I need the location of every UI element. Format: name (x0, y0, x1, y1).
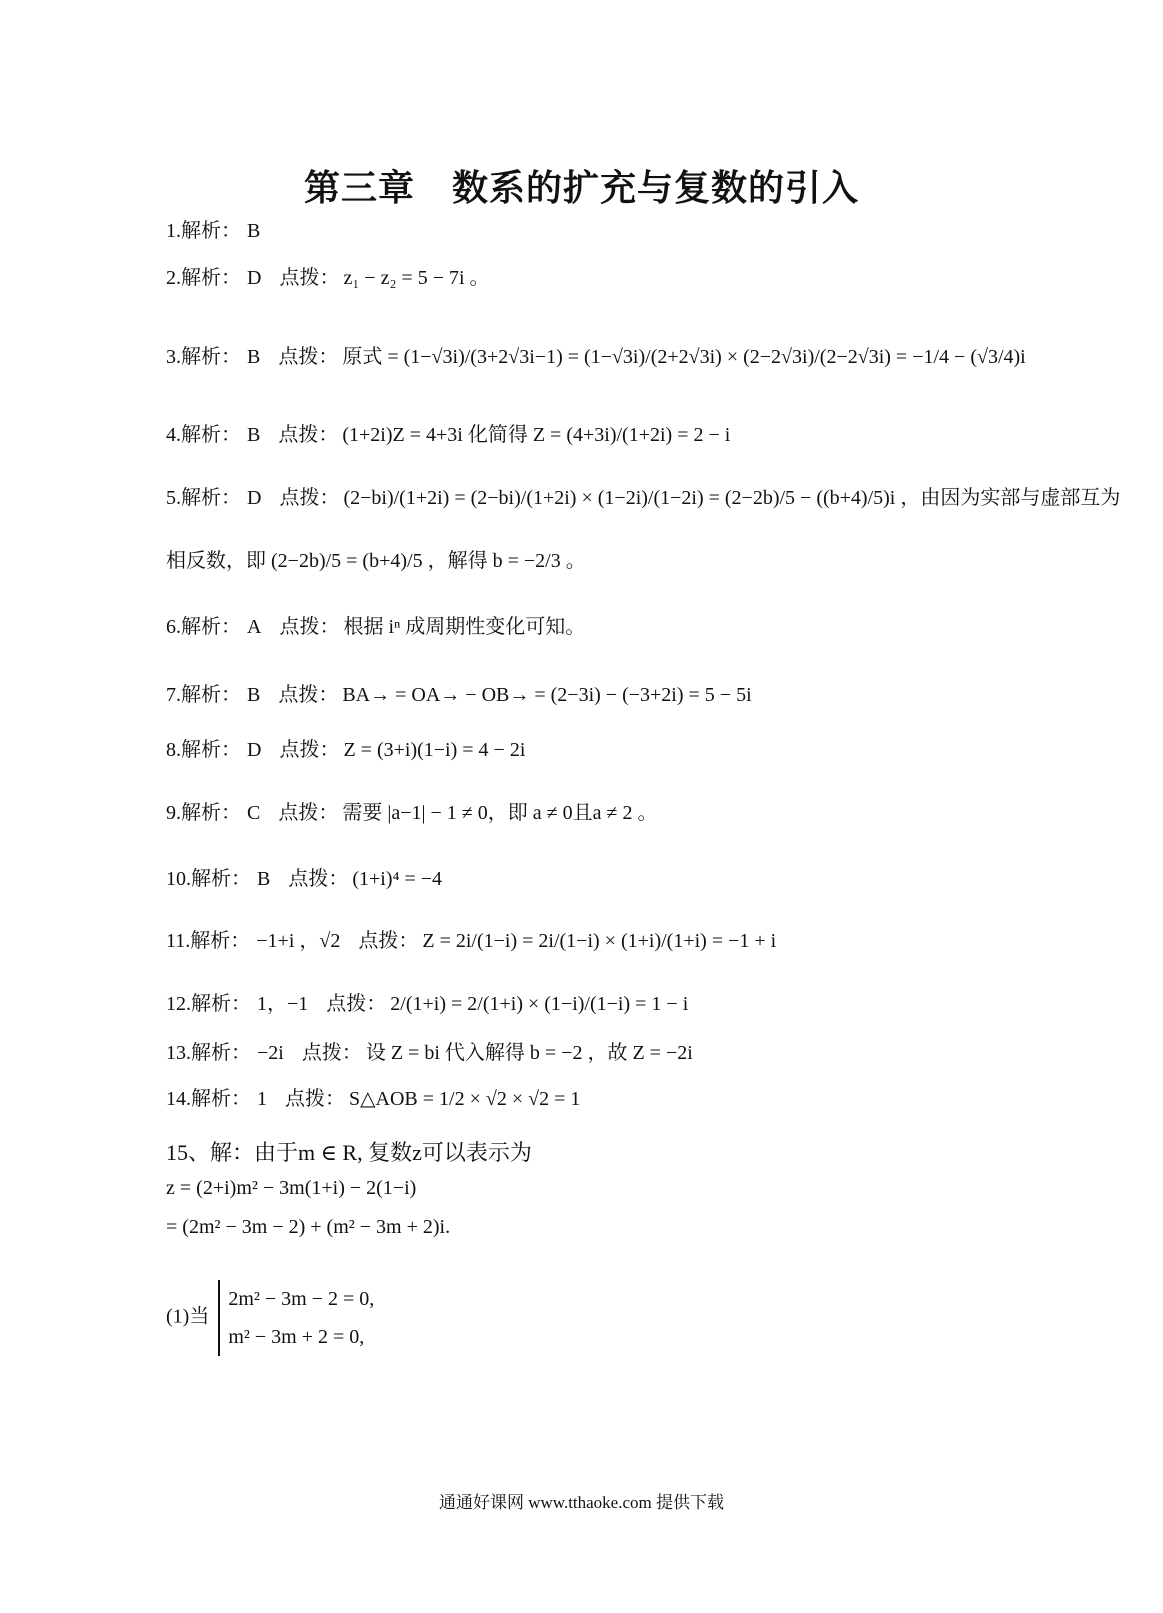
tip-text: S△AOB = 1/2 × √2 × √2 = 1 (349, 1088, 581, 1110)
item-label: 9.解析： (166, 802, 241, 824)
item-answer: 1 (257, 1088, 267, 1110)
answer-item-1 (166, 214, 278, 243)
item-label: 10.解析： (166, 868, 251, 890)
tip-text: 根据 iⁿ 成周期性变化可知。 (343, 616, 586, 638)
tip-label: 点拨： (278, 346, 339, 368)
answer-item-13 (166, 1036, 693, 1065)
case-label: (1)当 (166, 1305, 210, 1328)
item-label: 8.解析： (166, 739, 241, 761)
page-footer: 通通好课网 www.tthaoke.com 提供下载 (438, 1493, 725, 1512)
item-answer: 1，−1 (257, 993, 309, 1015)
item-answer: B (247, 684, 261, 706)
item-label: 1.解析： (166, 220, 241, 242)
tip-label: 点拨： (279, 487, 340, 509)
tip-text: (1+2i)Z = 4+3i 化简得 Z = (4+3i)/(1+2i) = 2 − i (342, 424, 731, 446)
item-answer: −2i (257, 1042, 284, 1064)
item-label: 14.解析： (166, 1088, 251, 1110)
answer-item-8 (166, 733, 525, 762)
tip-text: 需要 |a−1| − 1 ≠ 0，即 a ≠ 0且a ≠ 2 。 (342, 802, 658, 824)
tip-text: (2−bi)/(1+2i) = (2−bi)/(1+2i) × (1−2i)/(1−2i) = (2−2b)/5 − ((b+4)/5)i ，由因为实部与虚部互为 (343, 487, 1121, 509)
item-answer: C (247, 802, 261, 824)
item-label: 12.解析： (166, 993, 251, 1015)
item-answer: D (247, 487, 262, 509)
item-answer: B (247, 346, 261, 368)
item-answer: A (247, 616, 262, 638)
item-answer: D (247, 267, 262, 289)
chapter-title: 第三章 数系的扩充与复数的引入 (303, 168, 859, 208)
tip-label: 点拨： (279, 616, 340, 638)
item-label: 6.解析： (166, 616, 241, 638)
answer-item-12 (166, 987, 688, 1016)
answer-item-11 (166, 924, 776, 953)
case-eq-1: 2m² − 3m − 2 = 0, (228, 1288, 375, 1310)
case-eq-2: m² − 3m + 2 = 0, (228, 1326, 365, 1348)
tip-label: 点拨： (279, 739, 340, 761)
q15-case-1 (166, 1280, 374, 1356)
item-label: 13.解析： (166, 1042, 251, 1064)
tip-text: (1+i)⁴ = −4 (352, 868, 443, 890)
answer-item-14 (166, 1082, 580, 1111)
tip-text: z₁ − z₂ = 5 − 7i 。 (343, 267, 490, 289)
tip-label: 点拨： (278, 424, 339, 446)
q15-equation-1: z = (2+i)m² − 3m(1+i) − 2(1−i) (166, 1177, 417, 1199)
tip-text: 原式 = (1−√3i)/(3+2√3i−1) = (1−√3i)/(2+2√3i) × (2−2√3i)/(2−2√3i) = −1/4 − (√3/4)i (342, 346, 1026, 368)
answer-item-6 (166, 610, 585, 639)
tip-text: 设 Z = bi 代入解得 b = −2 ，故 Z = −2i (365, 1042, 693, 1064)
item-label: 3.解析： (166, 346, 241, 368)
item-label: 5.解析： (166, 487, 241, 509)
case-system (218, 1280, 374, 1356)
q15-equation-2: = (2m² − 3m − 2) + (m² − 3m + 2)i. (166, 1216, 451, 1238)
item-label: 7.解析： (166, 684, 241, 706)
answer-item-9 (166, 796, 657, 825)
item-label: 4.解析： (166, 424, 241, 446)
tip-text: BA→ = OA→ − OB→ = (2−3i) − (−3+2i) = 5 − 5i (342, 684, 752, 706)
tip-text: 相反数，即 (2−2b)/5 = (b+4)/5 ，解得 b = −2/3 。 (166, 550, 586, 572)
tip-text: 2/(1+i) = 2/(1+i) × (1−i)/(1−i) = 1 − i (390, 993, 689, 1015)
answer-item-5 (166, 481, 1120, 510)
answer-item-3 (166, 340, 1026, 369)
tip-label: 点拨： (278, 684, 339, 706)
q15-intro: 15、解：由于m ∈ R, 复数z可以表示为 (166, 1140, 532, 1165)
item-answer: B (247, 424, 261, 446)
answer-item-4 (166, 418, 730, 447)
item-label: 2.解析： (166, 267, 241, 289)
tip-label: 点拨： (326, 993, 387, 1015)
tip-label: 点拨： (288, 868, 349, 890)
tip-label: 点拨： (285, 1088, 345, 1110)
answer-item-5-continued (166, 544, 586, 573)
item-answer: D (247, 739, 262, 761)
tip-label: 点拨： (301, 1042, 362, 1064)
item-answer: B (257, 868, 271, 890)
tip-label: 点拨： (358, 930, 419, 952)
tip-label: 点拨： (278, 802, 339, 824)
answer-item-2 (166, 261, 490, 290)
item-answer: −1+i ，√2 (256, 930, 341, 952)
tip-label: 点拨： (279, 267, 340, 289)
tip-text: Z = (3+i)(1−i) = 4 − 2i (343, 739, 526, 761)
answer-item-7 (166, 678, 752, 707)
tip-text: Z = 2i/(1−i) = 2i/(1−i) × (1+i)/(1+i) = −1 + i (422, 930, 777, 952)
item-label: 11.解析： (166, 930, 251, 952)
answer-item-10 (166, 862, 442, 891)
item-answer: B (247, 220, 261, 242)
